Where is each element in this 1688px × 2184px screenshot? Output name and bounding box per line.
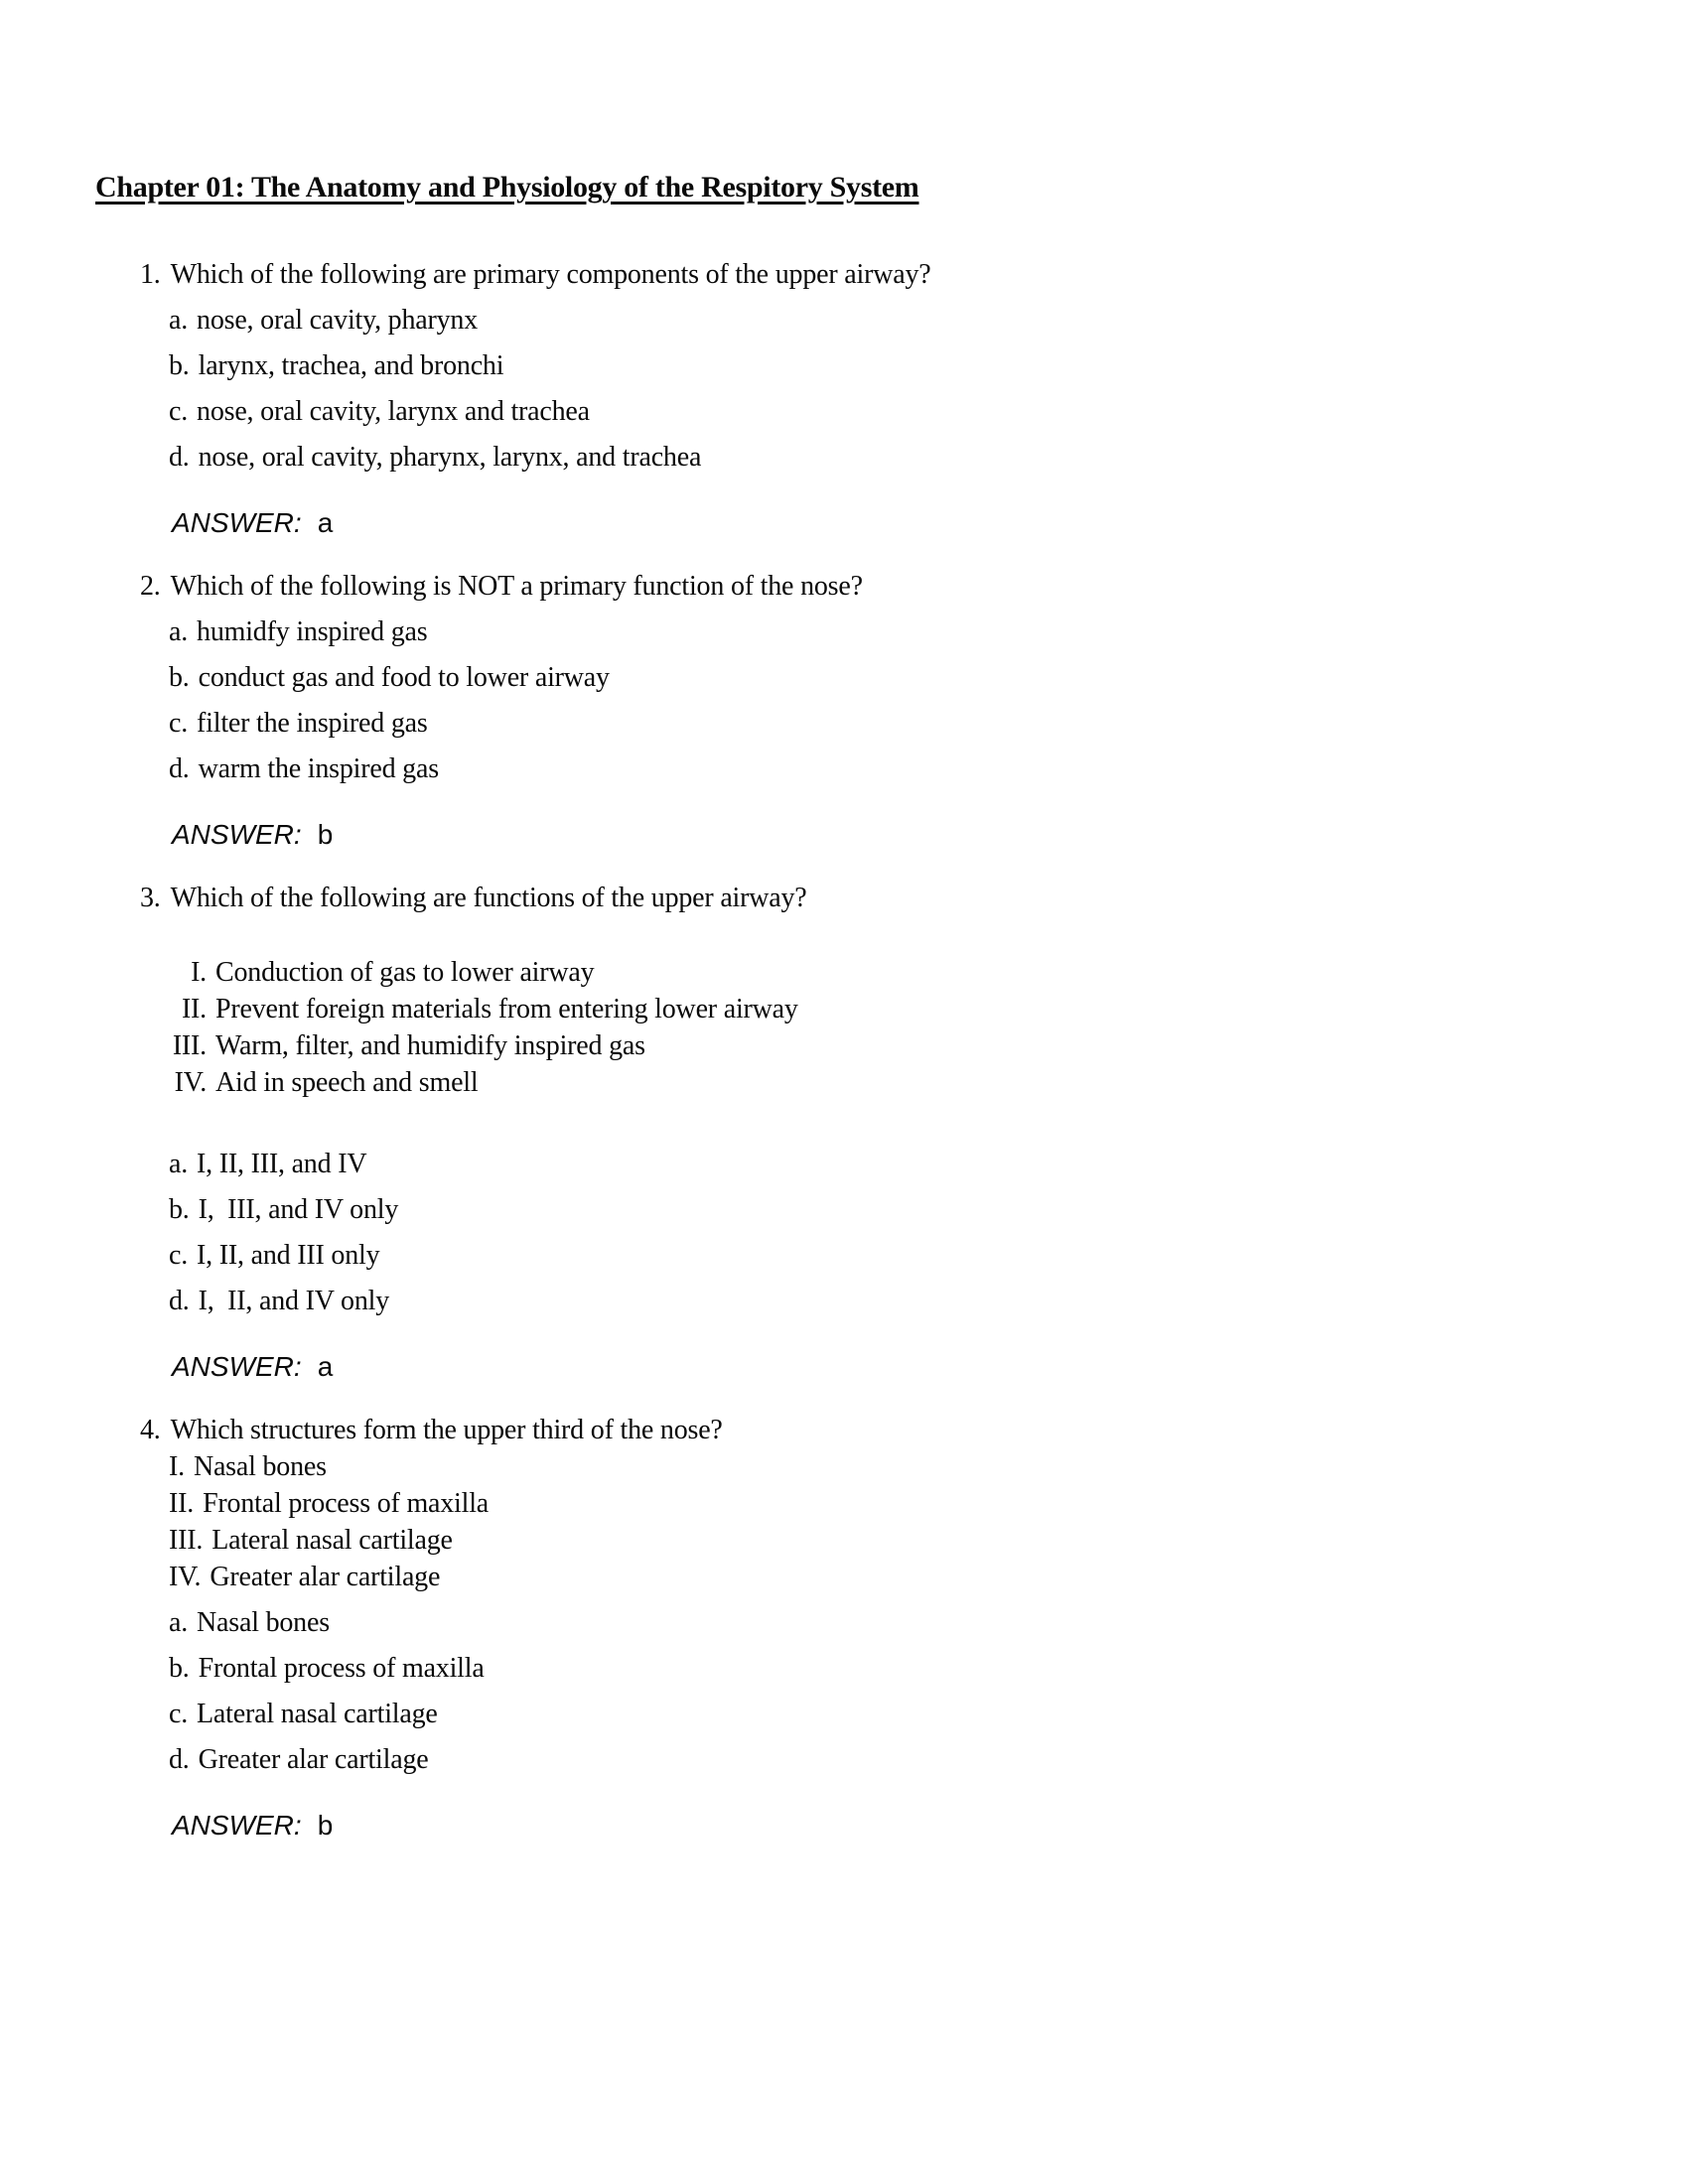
- option-a: [169, 618, 1628, 646]
- answer-label: ANSWER:: [172, 1351, 302, 1382]
- roman-item-2: [169, 1490, 1628, 1518]
- option-letter: c.: [169, 396, 189, 427]
- question-2: [95, 573, 1628, 849]
- option-letter: a.: [169, 616, 189, 647]
- option-letter: b.: [169, 1194, 190, 1225]
- roman-numeral: II.: [181, 994, 207, 1024]
- roman-item-1: [169, 1453, 1628, 1481]
- roman-text: Warm, filter, and humidify inspired gas: [215, 1030, 645, 1061]
- roman-text: Frontal process of maxilla: [203, 1488, 490, 1519]
- roman-text: Nasal bones: [193, 1451, 327, 1482]
- option-c: [169, 710, 1628, 738]
- option-letter: b.: [169, 1653, 190, 1684]
- roman-text: Aid in speech and smell: [215, 1067, 479, 1098]
- option-d: [169, 755, 1628, 783]
- question-1: [95, 261, 1628, 537]
- option-b: [169, 1655, 1628, 1683]
- option-letter: b.: [169, 662, 190, 693]
- question-text: Which of the following are functions of the upper airway?: [170, 883, 807, 913]
- option-text: Lateral nasal cartilage: [197, 1699, 438, 1729]
- roman-numeral: IV.: [174, 1067, 207, 1098]
- option-b: [169, 664, 1628, 692]
- option-text: nose, oral cavity, pharynx: [197, 305, 479, 336]
- option-letter: d.: [169, 753, 190, 784]
- question-4: [95, 1417, 1628, 1840]
- question-text: Which structures form the upper third of the nose?: [170, 1415, 723, 1445]
- answer-line: [172, 509, 1628, 537]
- question-number: 3.: [140, 883, 161, 913]
- option-letter: a.: [169, 1607, 189, 1638]
- answer-label: ANSWER:: [172, 1810, 302, 1841]
- option-letter: c.: [169, 708, 189, 739]
- option-text: larynx, trachea, and bronchi: [198, 350, 504, 381]
- option-d: [169, 1288, 1628, 1315]
- roman-text: Greater alar cartilage: [210, 1562, 441, 1592]
- option-c: [169, 398, 1628, 426]
- answer-value: a: [317, 1351, 334, 1382]
- option-letter: d.: [169, 1744, 190, 1775]
- answer-value: b: [317, 819, 334, 850]
- roman-item-4: [159, 1069, 1628, 1097]
- question-number: 4.: [140, 1415, 161, 1445]
- question-line: [140, 885, 1628, 912]
- roman-text: Conduction of gas to lower airway: [215, 957, 595, 988]
- answer-value: a: [317, 507, 334, 538]
- question-number: 2.: [140, 571, 161, 602]
- option-d: [169, 1746, 1628, 1774]
- roman-numeral: I.: [169, 1451, 185, 1482]
- roman-text: Lateral nasal cartilage: [211, 1525, 453, 1556]
- option-text: Greater alar cartilage: [198, 1744, 429, 1775]
- option-text: nose, oral cavity, larynx and trachea: [197, 396, 590, 427]
- option-letter: a.: [169, 1149, 189, 1179]
- option-b: [169, 352, 1628, 380]
- roman-item-3: [159, 1032, 1628, 1060]
- option-text: I, II, III, and IV: [197, 1149, 367, 1179]
- answer-line: [172, 1812, 1628, 1840]
- question-line: [140, 573, 1628, 601]
- question-3: [95, 885, 1628, 1381]
- roman-numeral: II.: [169, 1488, 195, 1519]
- option-a: [169, 307, 1628, 335]
- option-text: I, II, and III only: [197, 1240, 380, 1271]
- answer-label: ANSWER:: [172, 819, 302, 850]
- option-text: I, II, and IV only: [198, 1286, 390, 1316]
- option-text: humidfy inspired gas: [197, 616, 428, 647]
- option-c: [169, 1701, 1628, 1728]
- question-number: 1.: [140, 259, 161, 290]
- question-text: Which of the following is NOT a primary function of the nose?: [170, 571, 863, 602]
- question-text: Which of the following are primary components of the upper airway?: [170, 259, 931, 290]
- question-line: [140, 1417, 1628, 1444]
- option-letter: a.: [169, 305, 189, 336]
- answer-label: ANSWER:: [172, 507, 302, 538]
- option-text: nose, oral cavity, pharynx, larynx, and trachea: [198, 442, 702, 473]
- option-b: [169, 1196, 1628, 1224]
- option-letter: c.: [169, 1240, 189, 1271]
- roman-item-2: [159, 996, 1628, 1024]
- roman-item-4: [169, 1564, 1628, 1591]
- option-text: conduct gas and food to lower airway: [198, 662, 610, 693]
- option-letter: b.: [169, 350, 190, 381]
- option-letter: d.: [169, 1286, 190, 1316]
- option-text: I, III, and IV only: [198, 1194, 399, 1225]
- option-letter: c.: [169, 1699, 189, 1729]
- roman-numeral: I.: [191, 957, 207, 988]
- option-text: filter the inspired gas: [197, 708, 428, 739]
- roman-numeral: III.: [172, 1030, 207, 1061]
- option-d: [169, 444, 1628, 472]
- question-line: [140, 261, 1628, 289]
- roman-item-3: [169, 1527, 1628, 1555]
- roman-numeral: IV.: [169, 1562, 202, 1592]
- option-text: Frontal process of maxilla: [198, 1653, 485, 1684]
- roman-numeral-list: [95, 959, 1628, 1097]
- answer-value: b: [317, 1810, 334, 1841]
- option-text: warm the inspired gas: [198, 753, 439, 784]
- option-c: [169, 1242, 1628, 1270]
- page-title: Chapter 01: The Anatomy and Physiology of the Respitory System: [95, 171, 919, 204]
- option-text: Nasal bones: [197, 1607, 330, 1638]
- option-letter: d.: [169, 442, 190, 473]
- roman-item-1: [159, 959, 1628, 987]
- option-a: [169, 1609, 1628, 1637]
- option-a: [169, 1151, 1628, 1178]
- roman-numeral: III.: [169, 1525, 204, 1556]
- answer-line: [172, 821, 1628, 849]
- roman-numeral-list: [95, 1453, 1628, 1591]
- roman-text: Prevent foreign materials from entering lower airway: [215, 994, 798, 1024]
- answer-line: [172, 1353, 1628, 1381]
